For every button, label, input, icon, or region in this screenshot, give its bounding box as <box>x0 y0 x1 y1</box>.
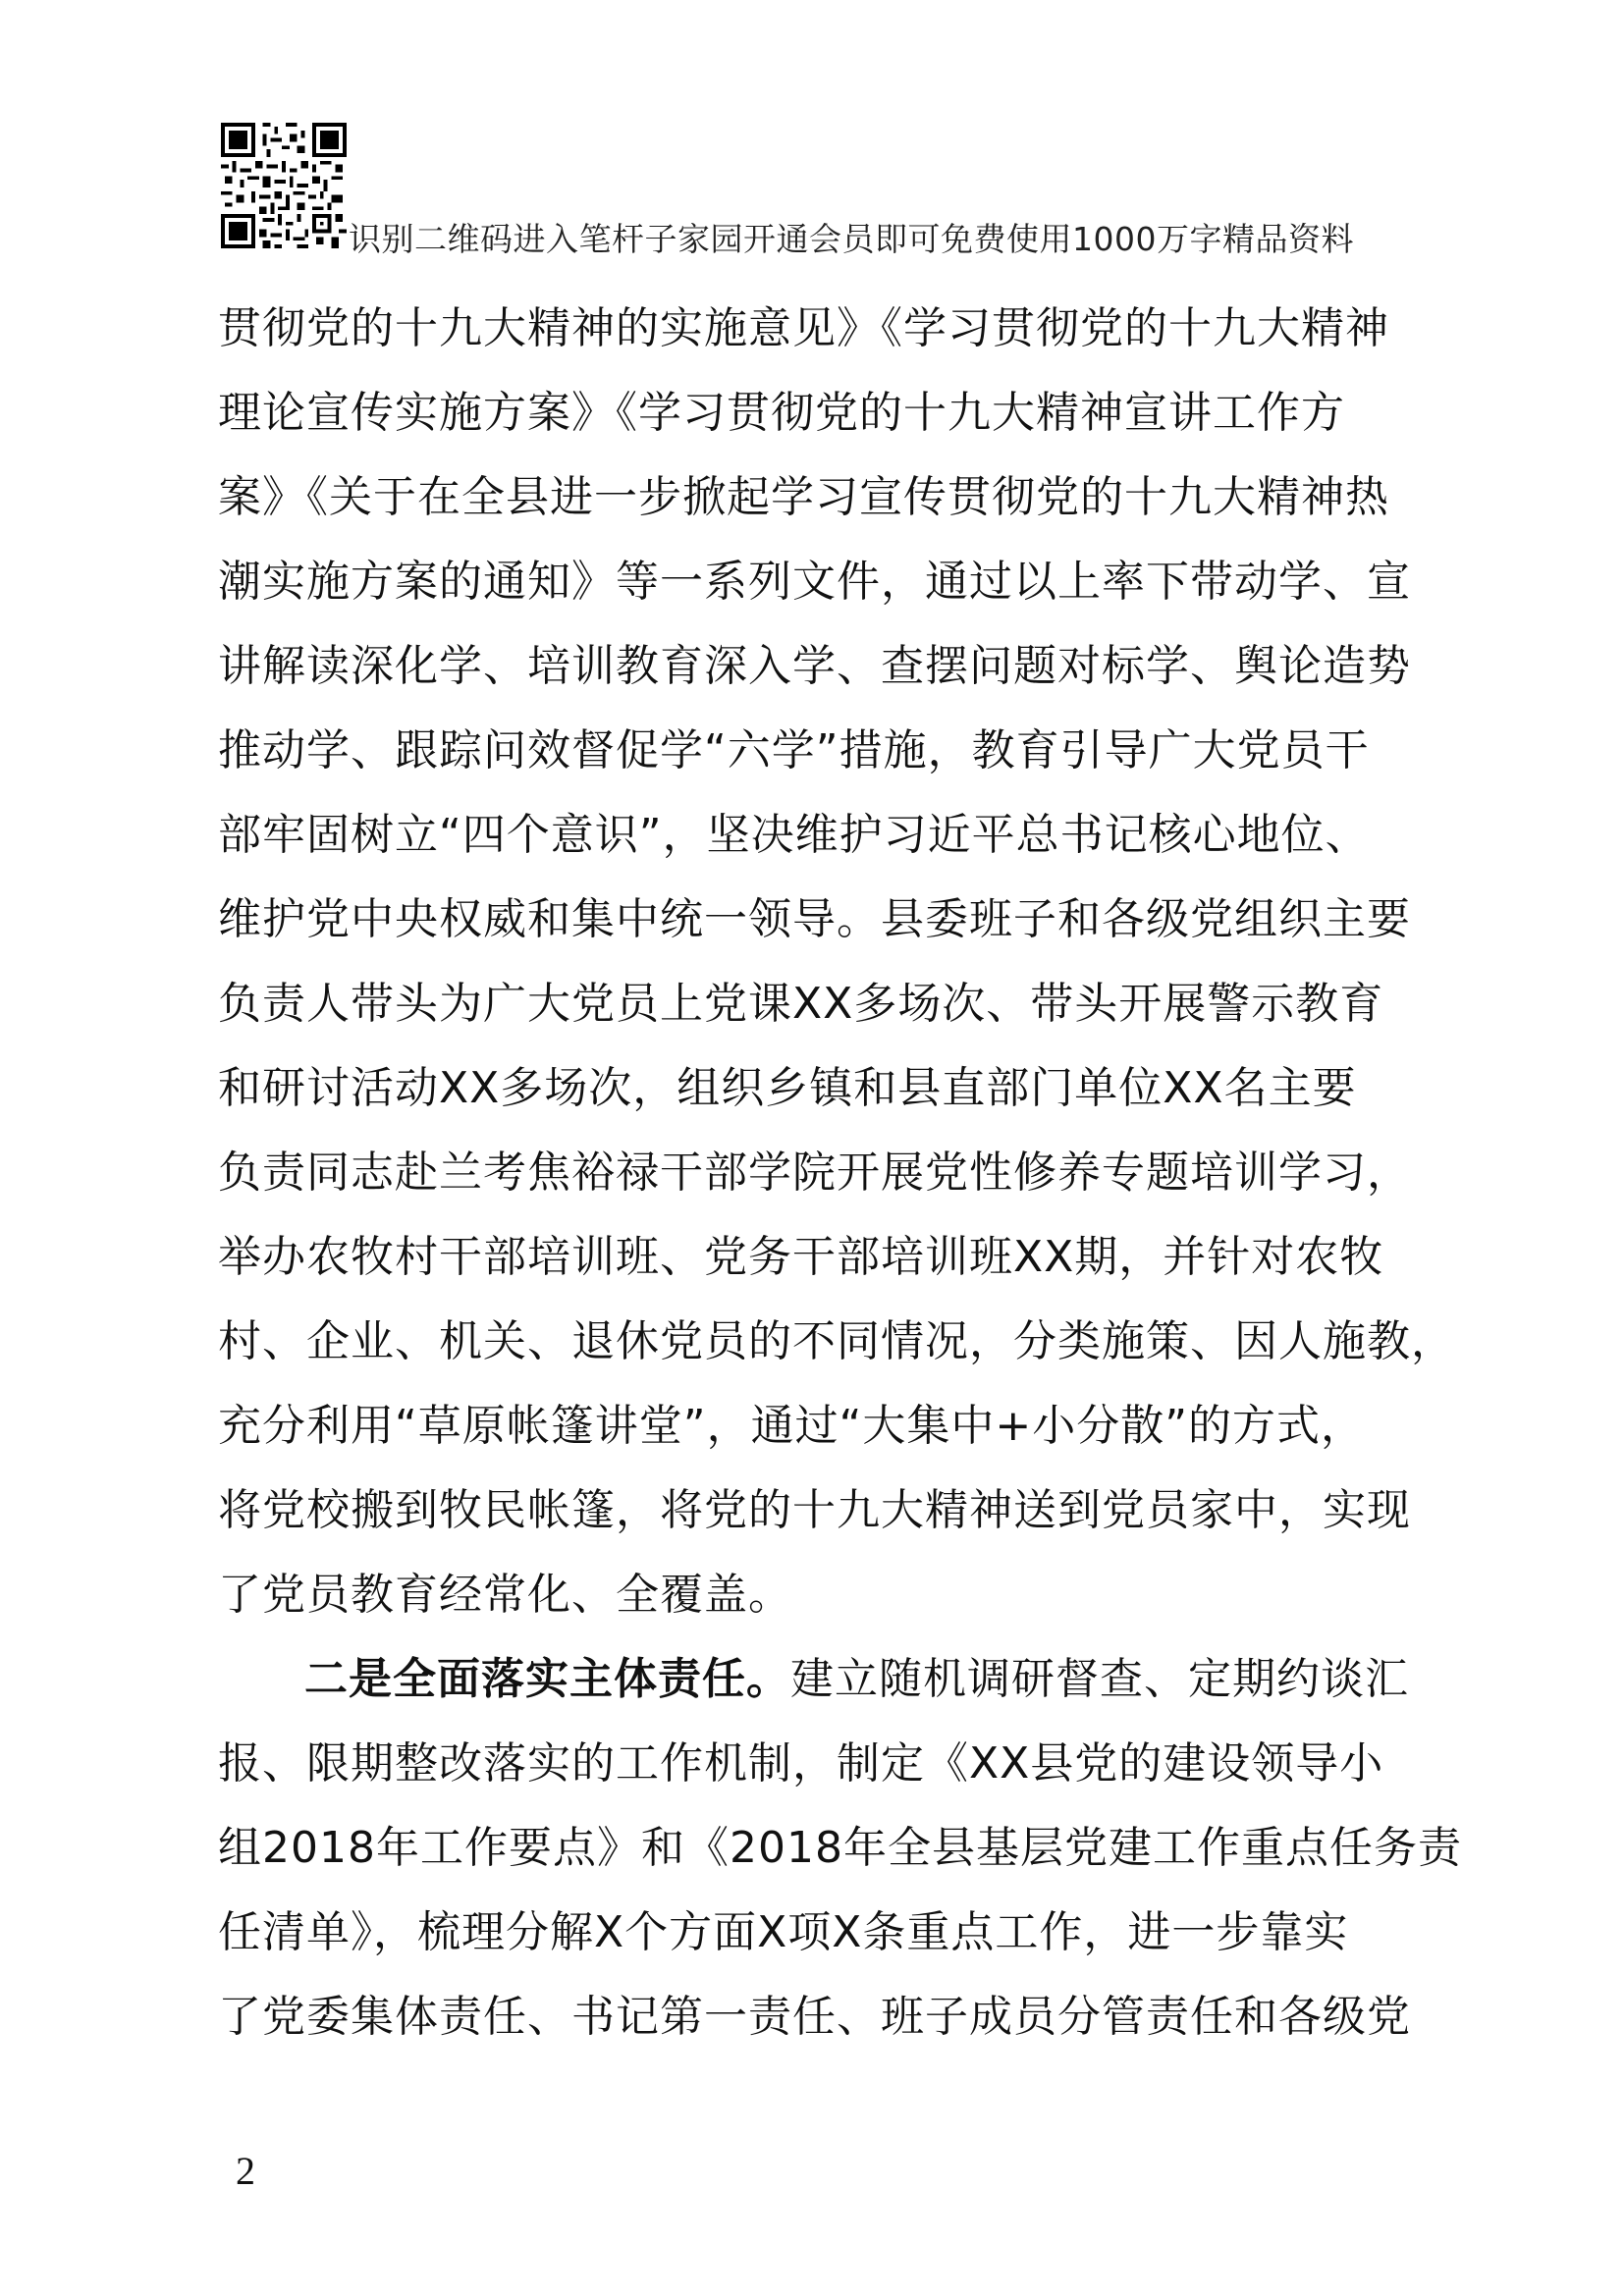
qr-promo-text: 识别二维码进入笔杆子家园开通会员即可免费使用1000万字精品资料 <box>349 220 1354 258</box>
paragraph-line: 潮实施方案的通知》等一系列文件，通过以上率下带动学、宣 <box>218 557 1411 607</box>
paragraph-line: 了党员教育经常化、全覆盖。 <box>218 1570 792 1620</box>
paragraph-2-first-rest: 建立随机调研督查、定期约谈汇 <box>790 1654 1409 1704</box>
body-text <box>218 287 1462 2059</box>
paragraph-line: 负责人带头为广大党员上党课XX多场次、带头开展警示教育 <box>218 979 1384 1029</box>
page-number: 2 <box>236 2149 255 2193</box>
paragraph-line: 部牢固树立“四个意识”，坚决维护习近平总书记核心地位、 <box>218 810 1370 860</box>
paragraph-line: 村、企业、机关、退休党员的不同情况，分类施策、因人施教， <box>218 1316 1455 1366</box>
paragraph-line: 负责同志赴兰考焦裕禄干部学院开展党性修养专题培训学习， <box>218 1148 1411 1198</box>
paragraph-line: 理论宣传实施方案》《学习贯彻党的十九大精神宣讲工作方 <box>218 388 1345 438</box>
paragraph-line: 报、限期整改落实的工作机制，制定《XX县党的建设领导小 <box>218 1738 1384 1789</box>
paragraph-line: 任清单》，梳理分解X个方面X项X条重点工作，进一步靠实 <box>218 1907 1349 1957</box>
paragraph-2-heading: 二是全面落实主体责任。 <box>304 1654 790 1704</box>
paragraph-line: 推动学、跟踪问效督促学“六学”措施，教育引导广大党员干 <box>218 725 1370 775</box>
paragraph-line: 充分利用“草原帐篷讲堂”，通过“大集中+小分散”的方式， <box>218 1401 1366 1451</box>
qr-code-icon <box>221 123 347 248</box>
paragraph-line: 和研讨活动XX多场次，组织乡镇和县直部门单位XX名主要 <box>218 1063 1357 1113</box>
paragraph-line: 举办农牧村干部培训班、党务干部培训班XX期，并针对农牧 <box>218 1232 1384 1282</box>
paragraph-2-first-line <box>218 1637 1435 1722</box>
paragraph-line: 将党校搬到牧民帐篷，将党的十九大精神送到党员家中，实现 <box>218 1485 1411 1535</box>
paragraph-line: 维护党中央权威和集中统一领导。县委班子和各级党组织主要 <box>218 894 1411 944</box>
paragraph-line: 讲解读深化学、培训教育深入学、查摆问题对标学、舆论造势 <box>218 641 1411 691</box>
paragraph-line: 了党委集体责任、书记第一责任、班子成员分管责任和各级党 <box>218 1992 1411 2042</box>
paragraph-line: 贯彻党的十九大精神的实施意见》《学习贯彻党的十九大精神 <box>218 303 1389 353</box>
paragraph-line: 案》《关于在全县进一步掀起学习宣传贯彻党的十九大精神热 <box>218 472 1389 522</box>
paragraph-line: 组2018年工作要点》和《2018年全县基层党建工作重点任务责 <box>218 1823 1462 1873</box>
